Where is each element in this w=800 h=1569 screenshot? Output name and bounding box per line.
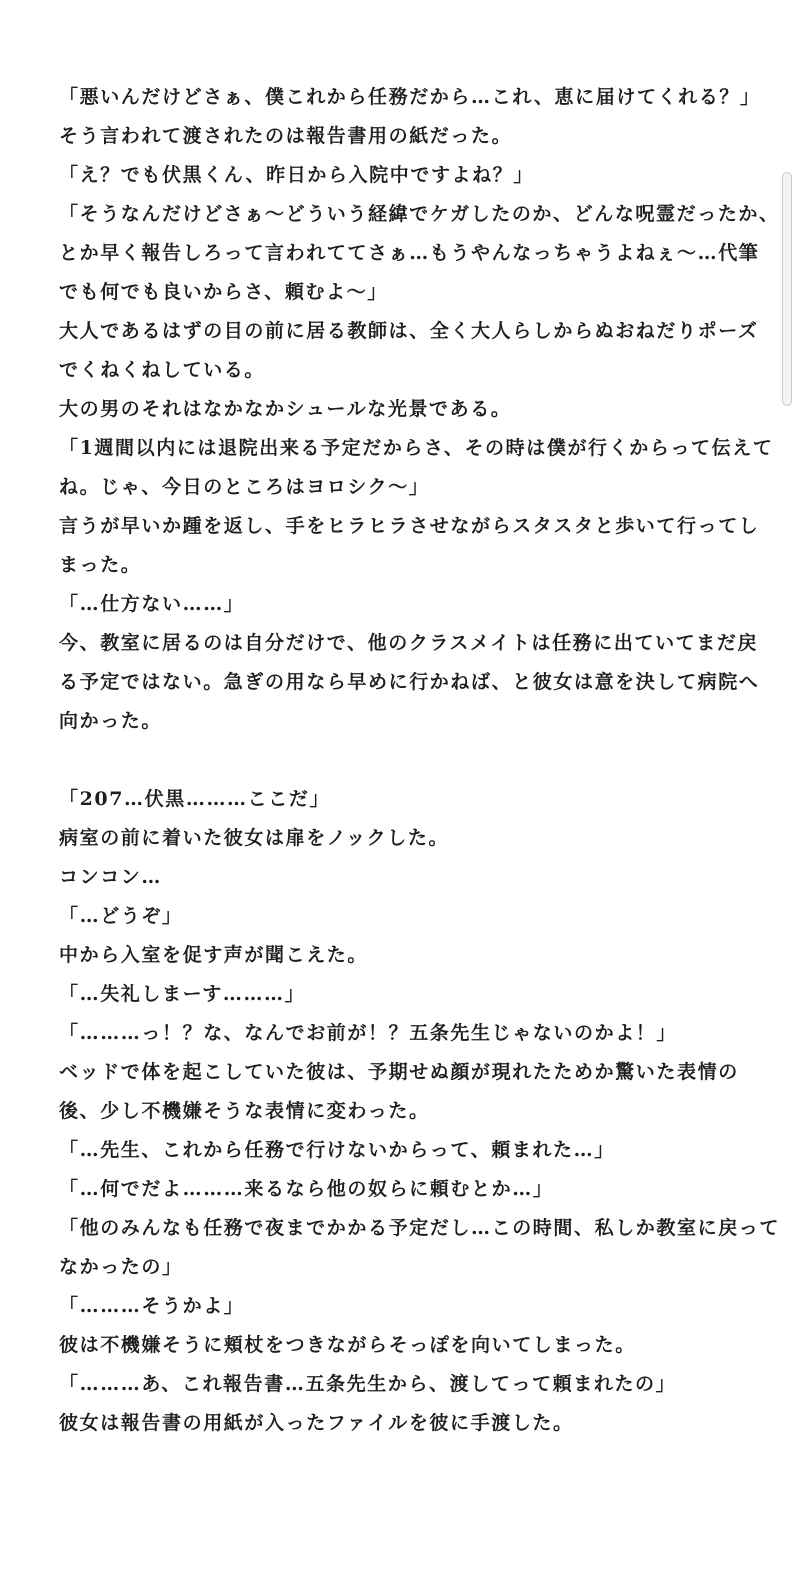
story-line: 病室の前に着いた彼女は扉をノックした。 [59, 827, 450, 849]
story-line: 「悪いんだけどさぁ、僕これから任務だから…これ、恵に届けてくれる？」 [59, 86, 761, 108]
story-line: 「………っ！？な、なんでお前が！？五条先生じゃないのかよ！」 [59, 1022, 678, 1044]
story-line: まった。 [59, 554, 142, 576]
story-line: 「…何でだよ………来るなら他の奴らに頼むとか…」 [59, 1178, 554, 1200]
story-line: コンコン… [59, 866, 163, 888]
story-line: とか早く報告しろって言われててさぁ…もうやんなっちゃうよねぇ〜…代筆 [59, 242, 760, 264]
story-line: 「207…伏黒………ここだ」 [59, 788, 331, 810]
story-line: 「…失礼しまーす………」 [59, 983, 306, 1005]
story-line: 彼は不機嫌そうに頬杖をつきながらそっぽを向いてしまった。 [59, 1334, 636, 1356]
story-line: る予定ではない。急ぎの用なら早めに行かねば、と彼女は意を決して病院へ [59, 671, 760, 693]
story-text [59, 78, 781, 1443]
story-line: 「…どうぞ」 [59, 905, 183, 927]
scrollbar[interactable] [782, 172, 792, 408]
story-line: 後、少し不機嫌そうな表情に変わった。 [59, 1100, 430, 1122]
story-line: ね。じゃ、今日のところはヨロシク〜」 [59, 476, 430, 498]
story-line: 「…仕方ない……」 [59, 593, 245, 615]
scrollbar-thumb[interactable] [782, 172, 792, 406]
story-line: 彼女は報告書の用紙が入ったファイルを彼に手渡した。 [59, 1412, 574, 1434]
story-line: 向かった。 [59, 710, 163, 732]
story-line: 大の男のそれはなかなかシュールな光景である。 [59, 398, 512, 420]
story-line: 「そうなんだけどさぁ〜どういう経緯でケガしたのか、どんな呪霊だったか、 [59, 203, 780, 225]
story-line: 「………あ、これ報告書…五条先生から、渡してって頼まれたの」 [59, 1373, 677, 1395]
story-line: 「他のみんなも任務で夜までかかる予定だし…この時間、私しか教室に戻って [59, 1217, 781, 1239]
story-line: 言うが早いか踵を返し、手をヒラヒラさせながらスタスタと歩いて行ってし [59, 515, 760, 537]
story-line: なかったの」 [59, 1256, 183, 1278]
story-line: 中から入室を促す声が聞こえた。 [59, 944, 369, 966]
story-line: 「………そうかよ」 [59, 1295, 245, 1317]
story-line: 「1週間以内には退院出来る予定だからさ、その時は僕が行くからって伝えて [59, 437, 774, 459]
story-line: でも何でも良いからさ、頼むよ〜」 [59, 281, 388, 303]
story-line: 大人であるはずの目の前に居る教師は、全く大人らしからぬおねだりポーズ [59, 320, 759, 342]
story-line: 「…先生、これから任務で行けないからって、頼まれた…」 [59, 1139, 615, 1161]
story-line: 今、教室に居るのは自分だけで、他のクラスメイトは任務に出ていてまだ戻 [59, 632, 759, 654]
blank-line [59, 741, 749, 780]
story-line: ベッドで体を起こしていた彼は、予期せぬ顔が現れたためか驚いた表情の [59, 1061, 739, 1083]
story-line: 「え？でも伏黒くん、昨日から入院中ですよね？」 [59, 164, 534, 186]
story-line: でくねくねしている。 [59, 359, 266, 381]
story-line: そう言われて渡されたのは報告書用の紙だった。 [59, 125, 513, 147]
